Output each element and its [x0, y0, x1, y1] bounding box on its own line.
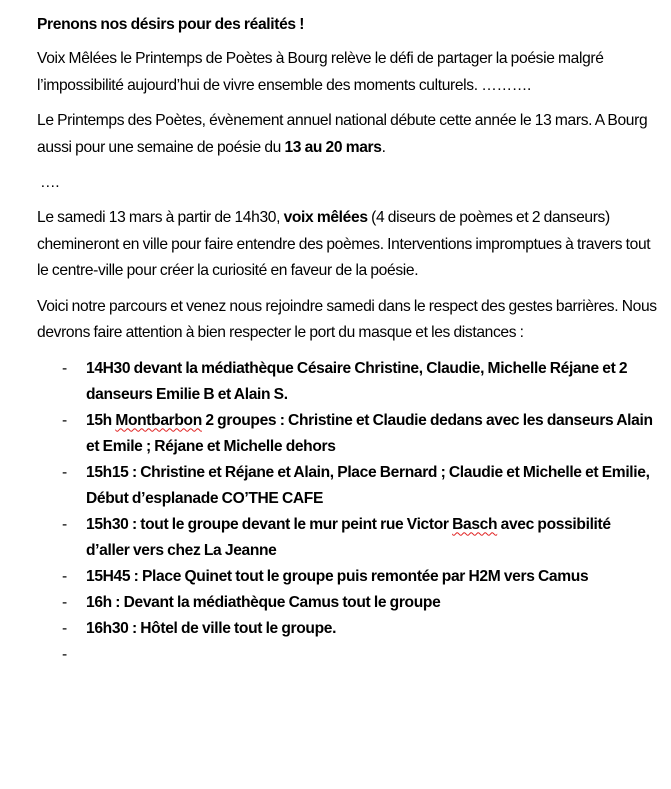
spellcheck-flagged-word: Montbarbon — [115, 411, 202, 429]
schedule-item-text-rest: avec possibilité d’aller vers chez La Jeanne — [86, 515, 611, 559]
schedule-item — [37, 408, 657, 460]
schedule-item-text: 15h30 : tout le groupe devant le mur peint rue Victor — [86, 515, 453, 533]
paragraph-parcours: Voici notre parcours et venez nous rejoindre samedi dans le respect des gestes barrières. Nous devrons faire attention à bien respecter le port du masque et les distances : — [37, 297, 657, 341]
paragraph-samedi-group: voix mêlées — [283, 209, 368, 226]
schedule-item-text: 16h : Devant la médiathèque Camus tout le groupe — [86, 593, 441, 611]
document-page — [37, 12, 657, 668]
schedule-item — [37, 564, 657, 590]
schedule-item — [37, 512, 657, 564]
paragraph-samedi-rest: (4 diseurs de poèmes et 2 danseurs) chemineront en ville pour faire entendre des poèmes. Interventions impromptues à travers tout le centre-ville pour créer la curiosité en faveur de la poésie. — [37, 209, 651, 279]
list-dash-marker: - — [62, 645, 67, 663]
schedule-item-text-rest: 2 groupes : Christine et Claudie dedans avec les danseurs Alain et Emile ; Réjane et Michelle dehors — [86, 411, 653, 455]
paragraph-samedi — [37, 205, 657, 285]
paragraph-printemps-text: Le Printemps des Poètes, évènement annuel national débute cette année le 13 mars. A Bourg aussi pour une semaine de poésie du — [37, 112, 648, 156]
list-dash-marker: - — [62, 411, 67, 429]
paragraph-printemps-end: . — [381, 138, 386, 156]
schedule-list — [37, 356, 657, 668]
paragraph-printemps — [37, 108, 657, 161]
schedule-item-text: 16h30 : Hôtel de ville tout le groupe. — [86, 619, 337, 637]
schedule-item — [37, 356, 657, 408]
document-title: Prenons nos désirs pour des réalités ! — [37, 16, 305, 33]
spellcheck-flagged-word: Basch — [452, 515, 498, 533]
schedule-item-text: 14H30 devant la médiathèque Césaire Christine, Claudie, Michelle Réjane et 2 danseurs Emilie B et Alain S. — [86, 359, 628, 403]
paragraph-ellipsis: …. — [40, 174, 60, 191]
list-dash-marker: - — [62, 515, 67, 533]
list-dash-marker: - — [62, 463, 67, 481]
list-dash-marker: - — [62, 359, 67, 377]
paragraph-printemps-dates: 13 au 20 mars — [284, 138, 382, 156]
list-dash-marker: - — [62, 619, 67, 637]
schedule-item-text: 15h15 : Christine et Réjane et Alain, Place Bernard ; Claudie et Michelle et Emilie, Début d’esplanade CO’THE CAFE — [86, 463, 650, 507]
paragraph-intro: Voix Mêlées le Printemps de Poètes à Bourg relève le défi de partager la poésie malgré l’impossibilité aujourd’hui de vivre ensemble des moments culturels. ………. — [37, 50, 604, 94]
schedule-item — [37, 616, 657, 642]
list-dash-marker: - — [62, 567, 67, 585]
schedule-item-text: 15h — [86, 411, 116, 429]
paragraph-samedi-text: Le samedi 13 mars à partir de 14h30, — [37, 209, 284, 226]
schedule-item-text: 15H45 : Place Quinet tout le groupe puis remontée par H2M vers Camus — [86, 567, 589, 585]
schedule-item — [37, 460, 657, 512]
schedule-item — [37, 590, 657, 616]
schedule-item-text — [86, 646, 89, 663]
list-dash-marker: - — [62, 593, 67, 611]
schedule-item-empty — [37, 642, 657, 668]
